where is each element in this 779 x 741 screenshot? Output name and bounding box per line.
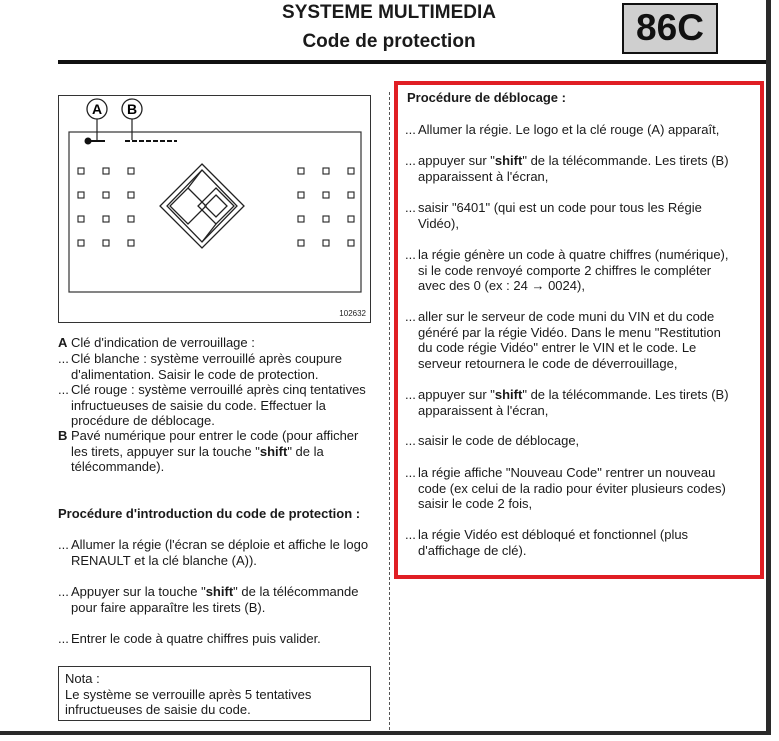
intro-step-3 bbox=[58, 631, 374, 647]
figure-reference: 102632 bbox=[339, 309, 366, 318]
unlock-step-text: la régie génère un code à quatre chiffres (numérique), si le code renvoyé comporte 2 chiffres le compléter avec des 0 (ex : 24 → 0024), bbox=[418, 247, 729, 293]
ellipsis: ... bbox=[58, 631, 69, 646]
ellipsis: ... bbox=[405, 200, 416, 215]
intro-step-text: Allumer la régie (l'écran se déploie et affiche le logo RENAULT et la clé blanche (A)). bbox=[71, 537, 369, 568]
intro-step-1 bbox=[58, 537, 374, 568]
intro-step-text: Entrer le code à quatre chiffres puis valider. bbox=[71, 631, 321, 646]
intro-step-2 bbox=[58, 584, 374, 615]
keypad-left bbox=[78, 168, 134, 246]
header-divider bbox=[58, 60, 766, 64]
unlock-step-4 bbox=[405, 247, 735, 294]
legend-b-letter: B bbox=[58, 428, 68, 443]
ellipsis: ... bbox=[405, 153, 416, 168]
nota-title: Nota : bbox=[65, 671, 100, 686]
callout-a-label: A bbox=[91, 101, 103, 117]
unlock-step-text: la régie affiche "Nouveau Code" rentrer un nouveau code (ex celui de la radio pour éviter plusieurs codes) saisir le code 2 fois, bbox=[418, 465, 726, 511]
legend-a-item-text: Clé rouge : système verrouillé après cinq tentatives infructueuses de saisie du code. Effectuer la procédure de déblocage. bbox=[71, 382, 366, 428]
unlock-step-text: appuyer sur "shift" de la télécommande. Les tirets (B) apparaissent à l'écran, bbox=[418, 153, 729, 184]
unlock-step-text: saisir le code de déblocage, bbox=[418, 433, 580, 448]
ellipsis: ... bbox=[58, 351, 69, 366]
legend-a-item-red-key bbox=[58, 382, 374, 429]
page-title: Code de protection bbox=[302, 31, 476, 52]
ellipsis: ... bbox=[405, 433, 416, 448]
unlock-step-text: la régie Vidéo est débloqué et fonctionnel (plus d'affichage de clé). bbox=[418, 527, 689, 558]
unlock-procedure-heading: Procédure de déblocage : bbox=[407, 90, 566, 105]
diagram-drawing bbox=[59, 96, 372, 324]
unlock-step-text: aller sur le serveur de code muni du VIN et du code généré par la régie Vidéo. Dans le menu "Restitution du code régie Vidéo" entrer le VIN et le code. Le serveur retournera le code de déverrouillage, bbox=[418, 309, 721, 371]
legend-a-letter: A bbox=[58, 335, 68, 350]
keypad-right bbox=[298, 168, 354, 246]
intro-step-text: Appuyer sur la touche "shift" de la télécommande pour faire apparaître les tirets (B). bbox=[71, 584, 359, 615]
unlock-step-3 bbox=[405, 200, 735, 231]
ellipsis: ... bbox=[405, 122, 416, 137]
unlock-step-6 bbox=[405, 387, 735, 418]
legend-a-item-text: Clé blanche : système verrouillé après coupure d'alimentation. Saisir le code de protection. bbox=[71, 351, 342, 382]
ellipsis: ... bbox=[405, 465, 416, 480]
key-icon bbox=[85, 138, 92, 145]
intro-procedure-heading: Procédure d'introduction du code de protection : bbox=[58, 506, 361, 521]
nota-box bbox=[58, 666, 371, 721]
column-divider bbox=[389, 92, 391, 730]
ellipsis: ... bbox=[405, 309, 416, 324]
legend-a-item-white-key bbox=[58, 351, 374, 382]
section-code-badge: 86C bbox=[622, 3, 718, 54]
unlock-step-2 bbox=[405, 153, 735, 184]
unlock-step-7 bbox=[405, 433, 735, 449]
ellipsis: ... bbox=[405, 387, 416, 402]
unlock-step-text: Allumer la régie. Le logo et la clé rouge (A) apparaît, bbox=[418, 122, 720, 137]
unlock-step-text: appuyer sur "shift" de la télécommande. Les tirets (B) apparaissent à l'écran, bbox=[418, 387, 729, 418]
ellipsis: ... bbox=[58, 584, 69, 599]
unlock-step-1 bbox=[405, 122, 735, 138]
lock-screen-diagram bbox=[58, 95, 371, 323]
nota-text: Le système se verrouille après 5 tentatives infructueuses de saisie du code. bbox=[65, 686, 312, 717]
ellipsis: ... bbox=[405, 527, 416, 542]
unlock-step-9 bbox=[405, 527, 735, 558]
unlock-step-8 bbox=[405, 465, 735, 512]
manual-title: SYSTEME MULTIMEDIA bbox=[282, 2, 496, 23]
screen-outline bbox=[69, 132, 361, 292]
legend-a-title: Clé d'indication de verrouillage : bbox=[71, 335, 255, 350]
legend-b-text: Pavé numérique pour entrer le code (pour afficher les tirets, appuyer sur la touche "shift" de la télécommande). bbox=[71, 428, 359, 474]
unlock-step-text: saisir "6401" (qui est un code pour tous les Régie Vidéo), bbox=[418, 200, 702, 231]
renault-logo-icon bbox=[160, 164, 244, 248]
ellipsis: ... bbox=[405, 247, 416, 262]
unlock-step-5 bbox=[405, 309, 735, 371]
callout-b-label: B bbox=[126, 101, 138, 117]
ellipsis: ... bbox=[58, 382, 69, 397]
ellipsis: ... bbox=[58, 537, 69, 552]
